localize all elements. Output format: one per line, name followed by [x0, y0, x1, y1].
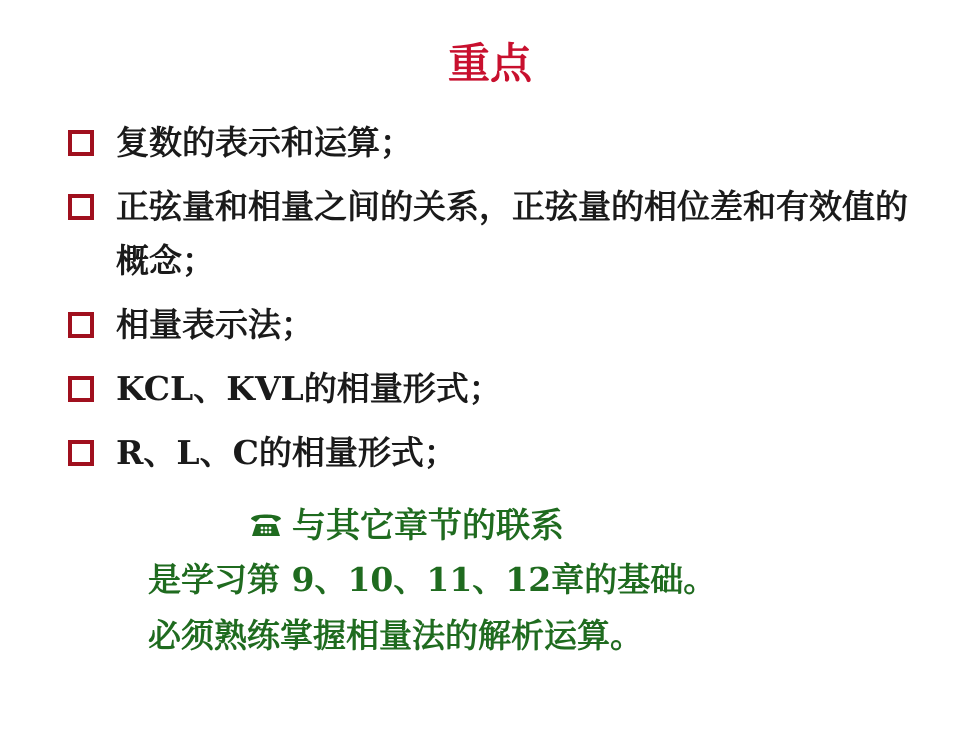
telephone-icon [248, 509, 284, 539]
list-item-text: 相量表示法； [116, 305, 314, 344]
list-item [68, 362, 928, 416]
chapter-connection [148, 500, 908, 664]
connection-heading-row [248, 500, 908, 552]
list-item [68, 298, 928, 352]
list-item [68, 116, 928, 170]
list-item-text: 正弦量和相量之间的关系，正弦量的相位差和有效值的概念； [116, 187, 908, 280]
list-item-text: R、L、C的相量形式； [116, 433, 457, 472]
list-item [68, 426, 928, 480]
square-bullet-icon [68, 440, 94, 466]
slide-title: 重点 [447, 39, 532, 88]
list-item-text: 复数的表示和运算； [116, 123, 413, 162]
list-item-text: KCL、KVL的相量形式； [116, 369, 502, 408]
connection-line: 是学习第 9、10、11、12章的基础。 [148, 560, 717, 599]
square-bullet-icon [68, 312, 94, 338]
square-bullet-icon [68, 376, 94, 402]
connection-heading: 与其它章节的联系 [292, 506, 564, 546]
square-bullet-icon [68, 194, 94, 220]
key-points-list [68, 116, 928, 490]
connection-line: 必须熟练掌握相量法的解析运算。 [148, 616, 643, 655]
square-bullet-icon [68, 130, 94, 156]
list-item [68, 180, 928, 288]
